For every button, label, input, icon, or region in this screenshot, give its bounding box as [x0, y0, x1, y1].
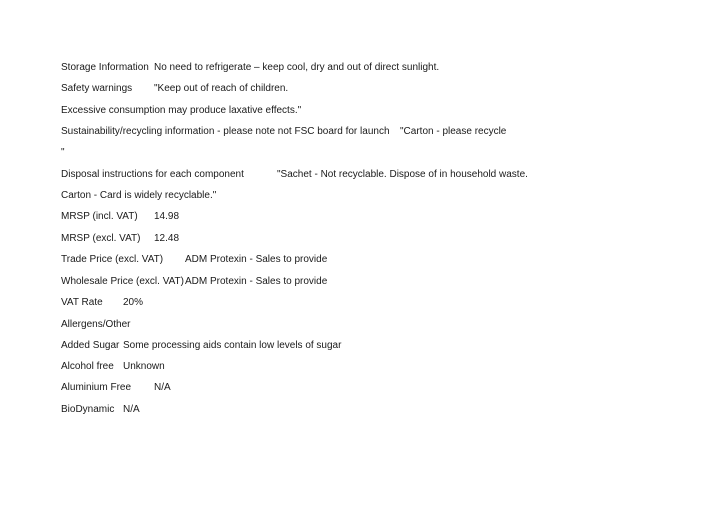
field-label: Carton - Card is widely recyclable." — [61, 190, 217, 201]
field-value: ADM Protexin - Sales to provide — [185, 276, 328, 287]
field-label: Sustainability/recycling information - please note not FSC board for launch — [61, 126, 390, 137]
field-value: ADM Protexin - Sales to provide — [185, 254, 328, 265]
field-label: Safety warnings — [61, 83, 133, 94]
field-label: Storage Information — [61, 62, 149, 73]
field-value: "Sachet - Not recyclable. Dispose of in household waste. — [277, 169, 528, 180]
field-value: Unknown — [123, 361, 165, 372]
field-label: Aluminium Free — [61, 382, 132, 393]
field-label: Excessive consumption may produce laxative effects." — [61, 105, 302, 116]
field-value: 20% — [123, 297, 144, 308]
field-value: "Keep out of reach of children. — [154, 83, 289, 94]
field-label: MRSP (excl. VAT) — [61, 233, 141, 244]
field-label: BioDynamic — [61, 404, 115, 415]
field-value: N/A — [123, 404, 140, 415]
field-value: Some processing aids contain low levels of sugar — [123, 340, 342, 351]
field-label: Added Sugar — [61, 340, 120, 351]
field-value: 12.48 — [154, 233, 180, 244]
field-value: 14.98 — [154, 211, 180, 222]
field-value: No need to refrigerate – keep cool, dry and out of direct sunlight. — [154, 62, 440, 73]
field-label: Disposal instructions for each component — [61, 169, 244, 180]
field-label: MRSP (incl. VAT) — [61, 211, 138, 222]
field-label: VAT Rate — [61, 297, 103, 308]
field-label: Trade Price (excl. VAT) — [61, 254, 164, 265]
field-value: "Carton - please recycle — [400, 126, 507, 137]
field-label: Allergens/Other — [61, 319, 131, 330]
field-label: Wholesale Price (excl. VAT) — [61, 276, 184, 287]
field-value: N/A — [154, 382, 171, 393]
field-label: " — [61, 147, 65, 158]
field-label: Alcohol free — [61, 361, 114, 372]
